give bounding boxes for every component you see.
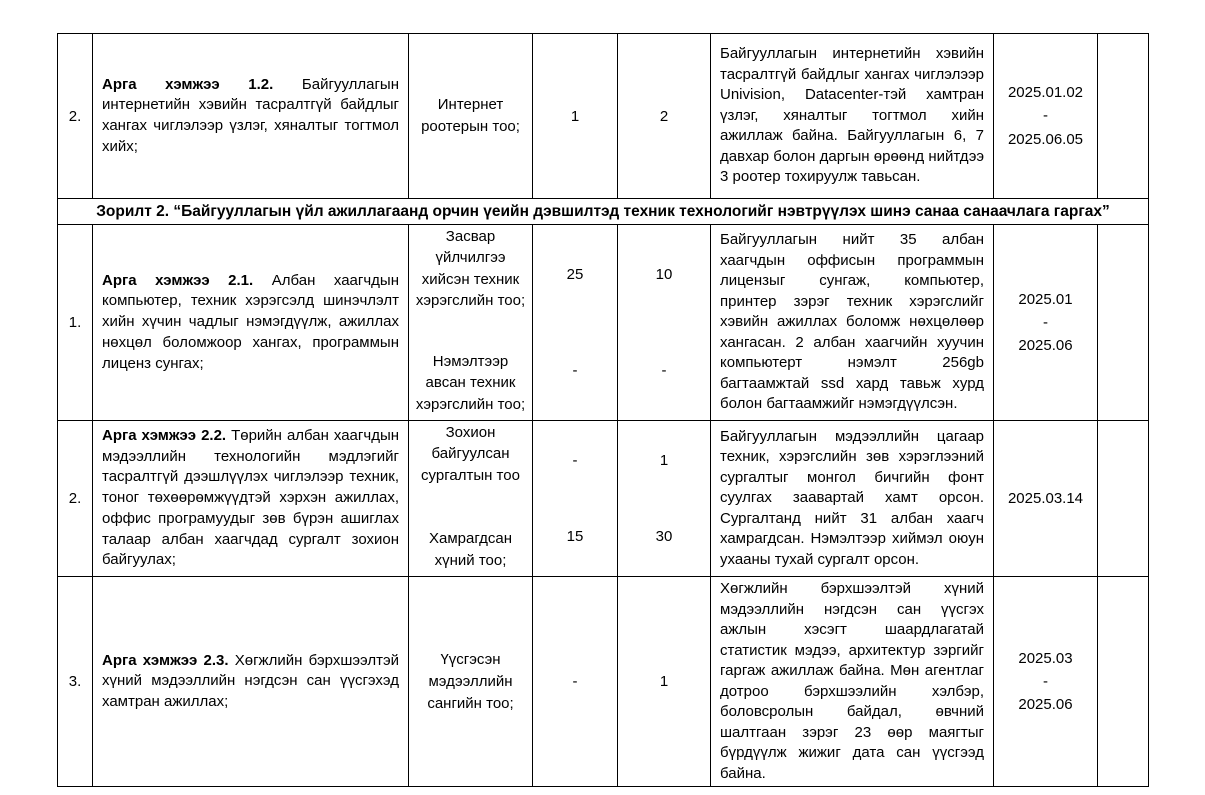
action-text: Хөгжлийн бэрхшээлтэй хүний мэдээллийн нэгдсэн сан үүсгэхэд хамтран ажиллах; <box>102 651 399 711</box>
date-cell <box>994 577 1098 787</box>
action-title: Арга хэмжээ 2.3. <box>102 651 229 669</box>
date-from: 2025.01.02 <box>1007 84 1084 102</box>
empty-cell <box>1098 577 1149 787</box>
date-separator: - <box>1043 673 1048 691</box>
actual-value-cell <box>618 225 711 421</box>
row-number-cell: 2. <box>58 34 93 199</box>
section-header-row <box>58 199 1149 225</box>
action-cell <box>93 421 409 577</box>
date-from: 2025.01 <box>1018 290 1073 308</box>
target-value: 1 <box>570 107 580 125</box>
indicator-cell <box>409 421 533 577</box>
date-to: 2025.06 <box>1018 696 1073 714</box>
result-cell <box>711 225 994 421</box>
result-text: Байгууллагын нийт 35 албан хаагчдын оффисын программын лицензыг сунгаж, компьютер, принтер зэрэг техник хэрэгслийг хэвийн ажиллах боломж нөхцөлөөр хангасан. 2 албан хаагчийн хуучин компьютерт нэмэлт 256gb багтаамжтай ssd хард тавьж хурд болон багтаамжийг нэмэгдүүлсэн. <box>720 231 984 413</box>
result-cell <box>711 421 994 577</box>
table-row-measure-2-1 <box>58 225 1149 421</box>
date-to: 2025.06 <box>1018 337 1073 355</box>
target-value: - <box>572 673 578 691</box>
action-title: Арга хэмжээ 2.1. <box>102 271 254 289</box>
date-from: 2025.03 <box>1018 649 1073 667</box>
table-row-measure-2-2 <box>58 421 1149 577</box>
target-value-cell <box>533 34 618 199</box>
result-text: Байгууллагын интернетийн хэвийн тасралтгүй байдлыг хангах чиглэлээр Univision, Datacenter-тэй хамтран үзлэг, хяналтыг тогтмол хийн ажиллаж байна. Байгууллагын 6, 7 давхар болон даргын өрөөнд нийтдээ 3 роотер тохируулж тавьсан. <box>720 45 984 186</box>
action-text: Төрийн албан хаагчдын мэдээллийн технологийн мэдлэгийг тасралтгүй дээшлүүлэх чиглэлээр техник, тоног төхөөрөмжүүдтэй хэрхэн ажиллах, оффис програмуудыг зөв бүрэн ашиглах талаар албан хаагчдад сургалт зохион байгуулах; <box>102 427 400 569</box>
empty-cell <box>1098 34 1149 199</box>
indicator-label: Зохион байгуулсан сургалтын тоо <box>421 424 520 484</box>
action-cell <box>93 577 409 787</box>
actual-value: 1 <box>659 673 669 691</box>
actual-value-cell <box>618 421 711 577</box>
action-cell <box>93 225 409 421</box>
result-cell <box>711 577 994 787</box>
indicator-label: Интернет роотерын тоо; <box>421 96 520 135</box>
result-text: Байгууллагын мэдээллийн цагаар техник, хэрэгслийн зөв хэрэглээний сургалтыг монгол бичгийн фонт суулгах заавартай хамт орсон. Сургалтанд нийт 31 албан хаагч хамрагдсан. Нэмэлтээр хиймэл оюун ухааны тухай сургалт орсон. <box>720 427 984 568</box>
target-value: 25 <box>566 266 584 283</box>
target-value-cell <box>533 577 618 787</box>
actual-value: 2 <box>659 107 669 125</box>
action-text: Байгууллагын интернетийн хэвийн тасралтгүй байдлыг хангах чиглэлээр үзлэг, хяналтыг тогтмол хийх; <box>102 75 399 155</box>
date-cell <box>994 34 1098 199</box>
indicator-cell <box>409 34 533 199</box>
action-text: Албан хаагчдын компьютер, техник хэрэгсэлд шинэчлэлт хийн хүчин чадлыг нэмэгдүүлж, ажиллах нөхцөл боломжоор хангах, программын лиценз сунгах; <box>102 271 399 372</box>
section-header: Зорилт 2. “Байгууллагын үйл ажиллагаанд орчин үеийн дэвшилтэд техник технологийг нэвтрүүлэх шинэ санаа санаачлага гаргах” <box>58 199 1149 225</box>
report-table <box>57 33 1149 787</box>
action-title: Арга хэмжээ 1.2. <box>102 75 274 93</box>
target-value-cell <box>533 421 618 577</box>
result-cell <box>711 34 994 199</box>
date-to: 2025.06.05 <box>1007 130 1084 148</box>
indicator-label: Үүсгэсэн мэдээллийн сангийн тоо; <box>427 651 514 712</box>
indicator-label: Хамрагдсан хүний тоо; <box>428 530 513 569</box>
date-separator: - <box>1043 313 1048 331</box>
actual-value-cell <box>618 34 711 199</box>
indicator-cell <box>409 225 533 421</box>
action-cell <box>93 34 409 199</box>
target-value: 15 <box>566 528 584 545</box>
empty-cell <box>1098 225 1149 421</box>
target-value-cell <box>533 225 618 421</box>
date-single: 2025.03.14 <box>1007 489 1084 507</box>
indicator-label: Нэмэлтээр авсан техник хэрэгслийн тоо; <box>415 353 526 413</box>
row-number-cell: 2. <box>58 421 93 577</box>
target-value: - <box>572 452 578 469</box>
actual-value: 30 <box>655 528 673 545</box>
actual-value: 1 <box>659 452 669 469</box>
result-text: Хөгжлийн бэрхшээлтэй хүний мэдээллийн нэгдсэн сан үүсгэх ажлын хэсэгт шаардлагатай статистик мэдээ, архитектур зэргийг гаргаж ажиллаж байна. Мөн агентлаг дотроо бэрхшээлийн хэлбэр, боловсролын байдал, өвчний шалтгаан зэрэг 23 өөр маягтыг бүрдүүлж жижиг дата сан үүсгээд байна. <box>720 580 984 782</box>
table-row-measure-2-3 <box>58 577 1149 787</box>
actual-value: - <box>661 362 667 379</box>
empty-cell <box>1098 421 1149 577</box>
actual-value-cell <box>618 577 711 787</box>
indicator-cell <box>409 577 533 787</box>
actual-value: 10 <box>655 266 673 283</box>
date-separator: - <box>1043 107 1048 125</box>
target-value: - <box>572 362 578 379</box>
row-number-cell: 3. <box>58 577 93 787</box>
date-cell <box>994 225 1098 421</box>
date-cell <box>994 421 1098 577</box>
table-row-measure-1-2 <box>58 34 1149 199</box>
action-title: Арга хэмжээ 2.2. <box>102 427 227 445</box>
row-number-cell: 1. <box>58 225 93 421</box>
indicator-label: Засвар үйлчилгээ хийсэн техник хэрэгслийн тоо; <box>415 228 526 309</box>
